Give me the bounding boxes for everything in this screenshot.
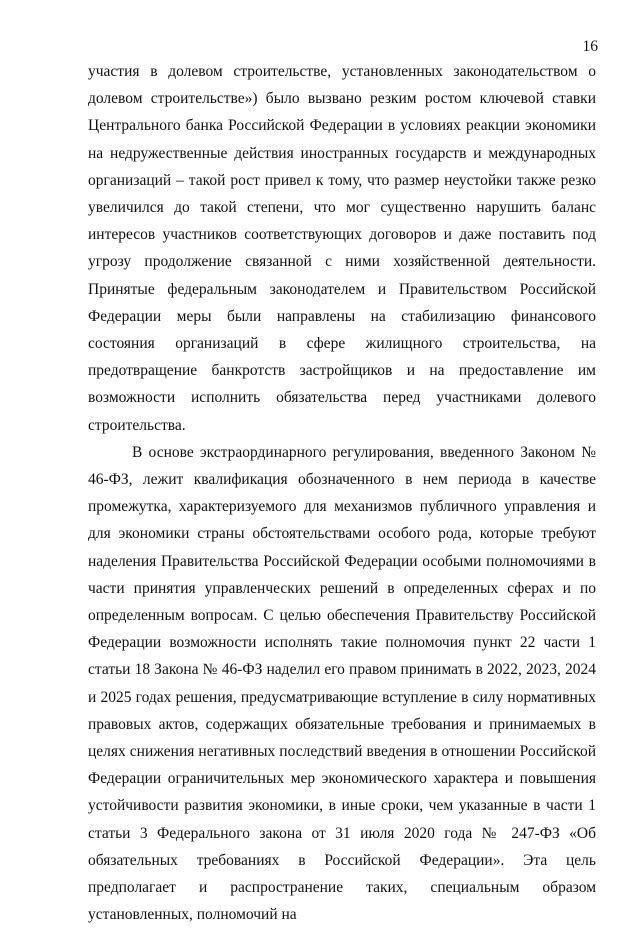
paragraph-continuation: участия в долевом строительстве, установленных законодательством о долевом строительстве») было вызвано резким ростом ключевой ставки Центрального банка Российской Федерации в условиях реакции экономики на недружественные действия иностранных государств и международных организаций – такой рост привел к тому, что размер неустойки также резко увеличился до такой степени, что мог существенно нарушить баланс интересов участников соответствующих договоров и даже поставить под угрозу продолжение связанной с ними хозяйственной деятельности. Принятые федеральным законодателем и Правительством Российской Федерации меры были направлены на стабилизацию финансового состояния организаций в сфере жилищного строительства, на предотвращение банкротств застройщиков и на предоставление им возможности исполнить обязательства перед участниками долевого строительства. [88,63,596,434]
document-body [88,58,596,929]
paragraph-main: В основе экстраординарного регулирования, введенного Законом № 46-ФЗ, лежит квалификация обозначенного в нем периода в качестве промежутка, характеризуемого для механизмов публичного управления и для экономики страны обстоятельствами особого рода, которые требуют наделения Правительства Российской Федерации особыми полномочиями в части принятия управленческих решений в определенных сферах и по определенным вопросам. С целью обеспечения Правительству Российской Федерации возможности исполнять такие полномочия пункт 22 части 1 статьи 18 Закона № 46-ФЗ наделил его правом принимать в 2022, 2023, 2024 и 2025 годах решения, предусматривающие вступление в силу нормативных правовых актов, содержащих обязательные требования и принимаемых в целях снижения негативных последствий введения в отношении Российской Федерации ограничительных мер экономического характера и повышения устойчивости развития экономики, в иные сроки, чем указанные в части 1 статьи 3 Федерального закона от 31 июля 2020 года № 247-ФЗ «Об обязательных требованиях в Российской Федерации». Эта цель предполагает и распространение таких, специальным образом установленных, полномочий на [88,443,596,924]
page-number: 16 [582,38,598,55]
